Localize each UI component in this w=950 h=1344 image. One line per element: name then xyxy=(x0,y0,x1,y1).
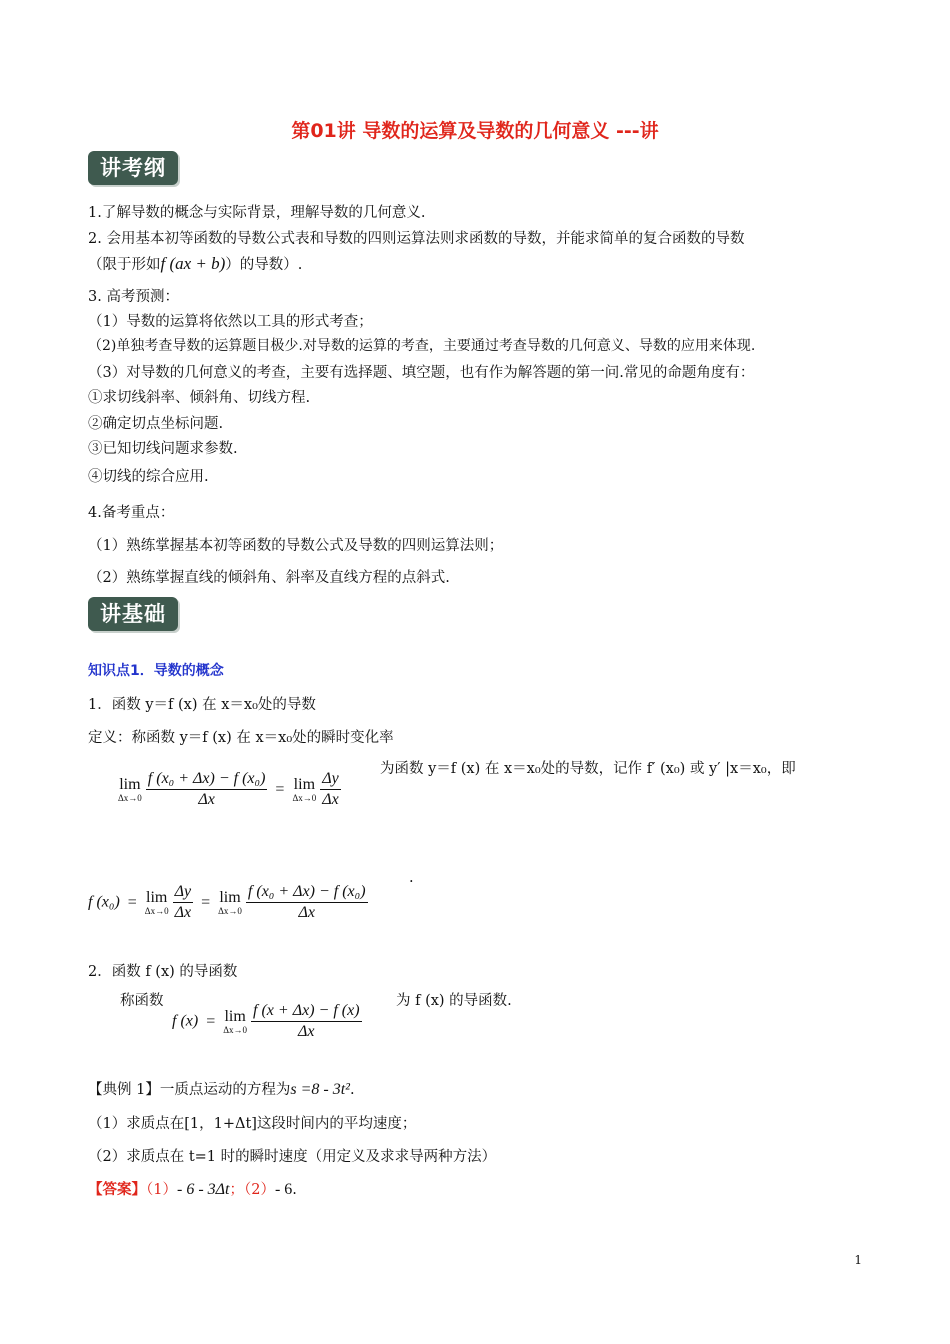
page-number: 1 xyxy=(854,1253,862,1267)
difference-quotient: $\frac{\text{f (x₀ + Δx) − f (x₀)}}{\Delta x}$ xyxy=(147,770,266,808)
answer-2: - 6 xyxy=(274,1181,293,1198)
equals-sign: = xyxy=(206,1012,216,1030)
outline-angle-3: ③已知切线问题求参数. xyxy=(88,441,238,457)
section-heading-derivative-concept: 知识点1．导数的概念 xyxy=(88,663,224,679)
question-1: （1）求质点在[1，1+Δt]这段时间内的平均速度； xyxy=(88,1116,417,1132)
outline-item-2-pre: （限于形如 xyxy=(88,257,161,273)
example-end: . xyxy=(349,1082,355,1098)
outline-item-4-2: （2）熟练掌握直线的倾斜角、斜率及直线方程的点斜式. xyxy=(88,570,450,586)
outline-item-1: 1.了解导数的概念与实际背景，理解导数的几何意义. xyxy=(88,205,426,221)
basics-badge: 讲基础 xyxy=(88,597,178,631)
outline-item-2-formula: f (ax + b) xyxy=(160,254,226,273)
outline-angle-4: ④切线的综合应用. xyxy=(88,469,209,485)
example-1 xyxy=(88,1078,355,1099)
formula-instantaneous-rate xyxy=(118,770,341,809)
lim-operator: lim Δx→0 xyxy=(223,1007,248,1035)
basics-p2: 定义：称函数 y＝f (x) 在 x＝x₀处的瞬时变化率 xyxy=(88,730,394,746)
outline-item-3: 3. 高考预测： xyxy=(88,289,179,305)
answer-separator: ；（2） xyxy=(229,1182,275,1198)
outline-item-2-post: ）的导数）. xyxy=(225,257,303,273)
equals-sign: = xyxy=(275,780,285,798)
formula-derivative-function xyxy=(172,1002,362,1041)
outline-item-4-1: （1）熟练掌握基本初等函数的导数公式及导数的四则运算法则； xyxy=(88,538,504,554)
answer xyxy=(88,1178,297,1199)
f-x: f (x) xyxy=(172,1012,199,1030)
outline-angle-2: ②确定切点坐标问题. xyxy=(88,416,224,432)
basics-p5-pre: 称函数 xyxy=(120,993,164,1009)
answer-1-label: （1） xyxy=(146,1182,177,1198)
basics-p5-post: 为 f (x) 的导函数. xyxy=(396,993,512,1009)
basics-p4: 2．函数 f (x) 的导函数 xyxy=(88,964,238,980)
difference-quotient: $\frac{\text{f (x₀ + Δx) − f (x₀)}}{\Delta x}$ xyxy=(247,883,366,921)
lim-operator: lim Δx→0 xyxy=(118,775,142,803)
f-x0: f (x₀) xyxy=(88,893,120,911)
equals-sign: = xyxy=(201,893,211,911)
example-text: 一质点运动的方程为 xyxy=(159,1082,291,1098)
answer-end: . xyxy=(292,1182,297,1198)
outline-item-3-2: （2)单独考查导数的运算题目极少.对导数的运算的考查，主要通过考查导数的几何意义、导数的应用来体现. xyxy=(88,338,756,354)
formula-end-dot: . xyxy=(409,870,414,886)
outline-item-2: 2. 会用基本初等函数的导数公式表和导数的四则运算法则求函数的导数，并能求简单的复合函数的导数 xyxy=(88,231,745,247)
lim-operator: lim Δx→0 xyxy=(292,775,317,803)
example-equation: s =8 - 3t² xyxy=(290,1081,350,1098)
basics-p3: 为函数 y＝f (x) 在 x＝x₀处的导数，记作 f′ (x₀) 或 y′ |x＝x₀，即 xyxy=(380,761,796,777)
page-title: 第01讲 导数的运算及导数的几何意义 ---讲 xyxy=(291,120,659,142)
lim-operator: lim Δx→0 xyxy=(144,888,169,916)
outline-item-4: 4.备考重点： xyxy=(88,505,175,521)
outline-item-2-cont xyxy=(88,253,302,274)
outline-item-3-1: （1）导数的运算将依然以工具的形式考查； xyxy=(88,314,373,330)
lim-operator: lim Δx→0 xyxy=(218,888,242,916)
example-label: 【典例 1】 xyxy=(88,1082,160,1098)
equals-sign: = xyxy=(127,893,137,911)
outline-badge: 讲考纲 xyxy=(88,151,178,185)
answer-1: - 6 - 3Δt xyxy=(176,1181,230,1198)
delta-ratio: $\frac{\Delta y}{\Delta x}$ xyxy=(174,883,192,921)
formula-derivative-definition xyxy=(88,883,368,922)
basics-p1: 1．函数 y＝f (x) 在 x＝x₀处的导数 xyxy=(88,697,316,713)
difference-quotient: $\frac{f (x + \Delta x) - f (x)}{\Delta x}$ xyxy=(253,1002,360,1040)
outline-angle-1: ①求切线斜率、倾斜角、切线方程. xyxy=(88,390,311,406)
delta-ratio: $\frac{\Delta y}{\Delta x}$ xyxy=(322,770,339,808)
outline-item-3-3: （3）对导数的几何意义的考查，主要有选择题、填空题，也有作为解答题的第一问.常见的命题角度有： xyxy=(88,365,755,381)
answer-label: 【答案】 xyxy=(88,1181,146,1198)
question-2: （2）求质点在 t=1 时的瞬时速度（用定义及求求导两种方法） xyxy=(88,1149,497,1165)
